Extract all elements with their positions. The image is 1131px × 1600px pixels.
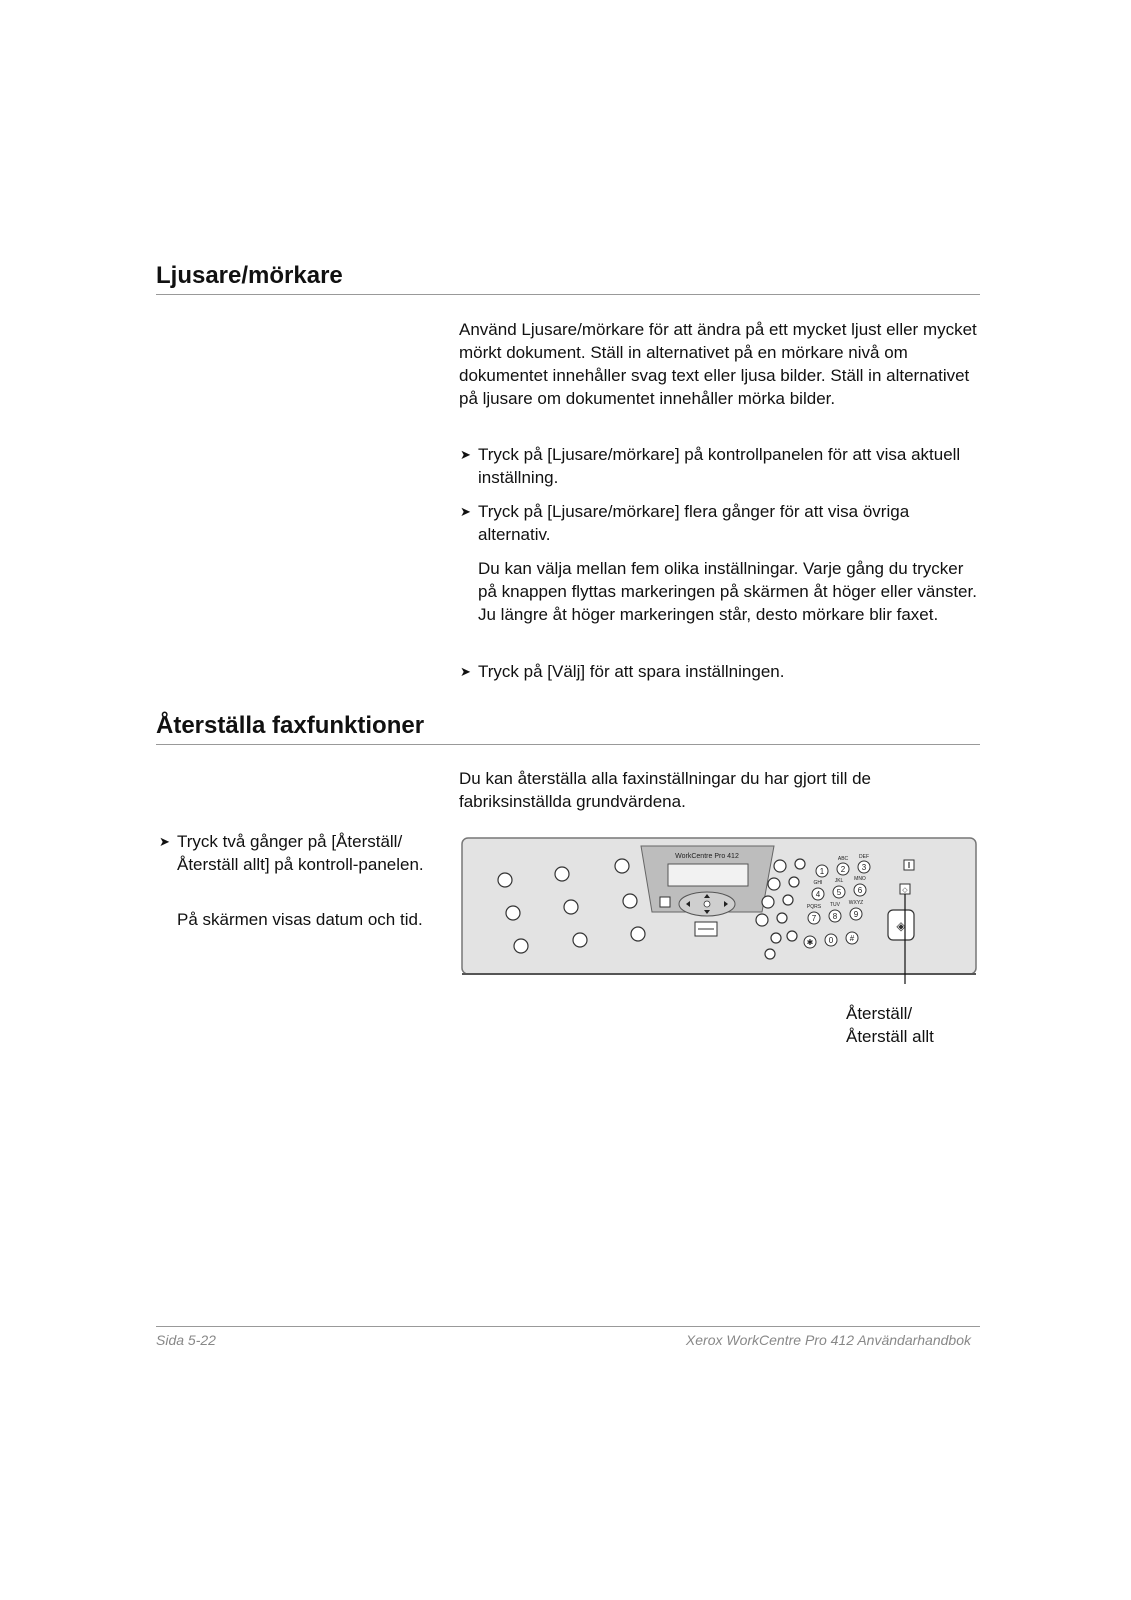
svg-text:PQRS: PQRS	[806, 904, 822, 910]
function-button[interactable]	[789, 877, 799, 887]
bullet-text: Tryck två gånger på [Återställ/ Återställ allt] på kontroll-panelen.	[177, 832, 424, 874]
start-diamond-icon: ◈	[896, 919, 906, 933]
section1-bullet-2	[460, 500, 978, 546]
keypad-key[interactable]	[858, 854, 870, 873]
svg-text:5: 5	[836, 888, 842, 897]
function-button[interactable]	[783, 895, 793, 905]
keypad-key[interactable]	[833, 878, 845, 898]
section-heading-ljusare-morkare: Ljusare/mörkare	[156, 262, 980, 295]
function-button[interactable]	[768, 878, 780, 890]
svg-text:ABC: ABC	[837, 856, 849, 862]
panel-brand-label: WorkCentre Pro 412	[675, 853, 739, 860]
function-button[interactable]	[795, 859, 805, 869]
bullet-text: Tryck på [Välj] för att spara inställningen.	[478, 662, 785, 681]
function-button[interactable]	[774, 860, 786, 872]
svg-text:◇: ◇	[902, 887, 908, 894]
keypad-key[interactable]	[837, 856, 849, 875]
keypad-key[interactable]	[825, 934, 837, 946]
svg-text:8: 8	[832, 912, 838, 921]
section-heading-aterstalla-faxfunktioner: Återställa faxfunktioner	[156, 712, 980, 745]
arrow-bullet-icon: ➤	[460, 447, 471, 462]
bullet-text: Tryck på [Ljusare/mörkare] flera gånger för att visa övriga alternativ.	[478, 502, 910, 544]
footer-page-number: Sida 5-22	[156, 1332, 216, 1348]
svg-text:DEF: DEF	[859, 854, 869, 860]
svg-text:3: 3	[861, 863, 867, 872]
svg-text:7: 7	[811, 914, 817, 923]
keypad-key[interactable]	[854, 876, 866, 896]
section1-note: Du kan välja mellan fem olika inställningar. Varje gång du trycker på knappen flyttas markeringen på skärmen åt höger eller vänster. Ju längre åt höger markeringen står, desto mörkare blir faxet.	[478, 559, 977, 624]
svg-text:JKL: JKL	[834, 878, 844, 884]
function-button[interactable]	[756, 914, 768, 926]
svg-text:1: 1	[819, 867, 825, 876]
section2-intro: Du kan återställa alla faxinställningar du har gjort till de fabriksinställda grundvärdena.	[459, 769, 872, 811]
svg-text:4: 4	[815, 890, 821, 899]
svg-text:9: 9	[853, 910, 859, 919]
section1-bullet-3	[460, 660, 978, 683]
reset-callout-label	[846, 1002, 934, 1048]
keypad-key[interactable]	[849, 900, 863, 920]
callout-line-2: Återställ allt	[846, 1027, 934, 1046]
svg-text:TUV: TUV	[830, 902, 840, 908]
function-button[interactable]	[631, 927, 645, 941]
function-button[interactable]	[765, 949, 775, 959]
lcd-screen	[668, 864, 748, 886]
svg-text:GHI: GHI	[813, 880, 823, 886]
svg-text:MNO: MNO	[854, 876, 866, 882]
svg-text:#: #	[849, 934, 855, 943]
function-button[interactable]	[498, 873, 512, 887]
function-button[interactable]	[762, 896, 774, 908]
section1-intro: Använd Ljusare/mörkare för att ändra på ett mycket ljust eller mycket mörkt dokument. Ställ in alternativet på en mörkare nivå om dokumentet innehåller svag text eller ljusa bilder. Ställ in alternativet på ljusare om dokumentet innehåller mörka bilder.	[459, 320, 977, 408]
callout-line-1: Återställ/	[846, 1004, 913, 1023]
svg-text:0: 0	[828, 936, 834, 945]
section2-note: På skärmen visas datum och tid.	[177, 910, 423, 929]
footer-manual-title: Xerox WorkCentre Pro 412 Användarhandbok	[685, 1332, 971, 1348]
arrow-bullet-icon: ➤	[159, 834, 170, 849]
function-button[interactable]	[777, 913, 787, 923]
function-button[interactable]	[564, 900, 578, 914]
function-button[interactable]	[787, 931, 797, 941]
function-button[interactable]	[573, 933, 587, 947]
stop-square-button[interactable]	[660, 897, 670, 907]
function-button[interactable]	[623, 894, 637, 908]
keypad-key[interactable]	[812, 880, 824, 900]
svg-text:6: 6	[857, 886, 863, 895]
function-button[interactable]	[555, 867, 569, 881]
footer-rule	[156, 1326, 980, 1327]
svg-text:WXYZ: WXYZ	[848, 900, 864, 906]
keypad-key[interactable]	[804, 936, 816, 948]
select-button[interactable]	[704, 901, 710, 907]
section2-bullet-1	[159, 830, 437, 876]
function-button[interactable]	[615, 859, 629, 873]
keypad-key[interactable]	[816, 865, 828, 877]
section1-bullet-1	[460, 443, 978, 489]
svg-text:2: 2	[840, 865, 846, 874]
function-button[interactable]	[506, 906, 520, 920]
arrow-bullet-icon: ➤	[460, 664, 471, 679]
function-button[interactable]	[771, 933, 781, 943]
bullet-text: Tryck på [Ljusare/mörkare] på kontrollpanelen för att visa aktuell inställning.	[478, 445, 961, 487]
keypad-key[interactable]	[829, 902, 841, 922]
function-button[interactable]	[514, 939, 528, 953]
svg-text:✱: ✱	[806, 938, 814, 947]
keypad-key[interactable]	[846, 932, 858, 944]
arrow-bullet-icon: ➤	[460, 504, 471, 519]
control-panel-illustration	[458, 834, 980, 984]
